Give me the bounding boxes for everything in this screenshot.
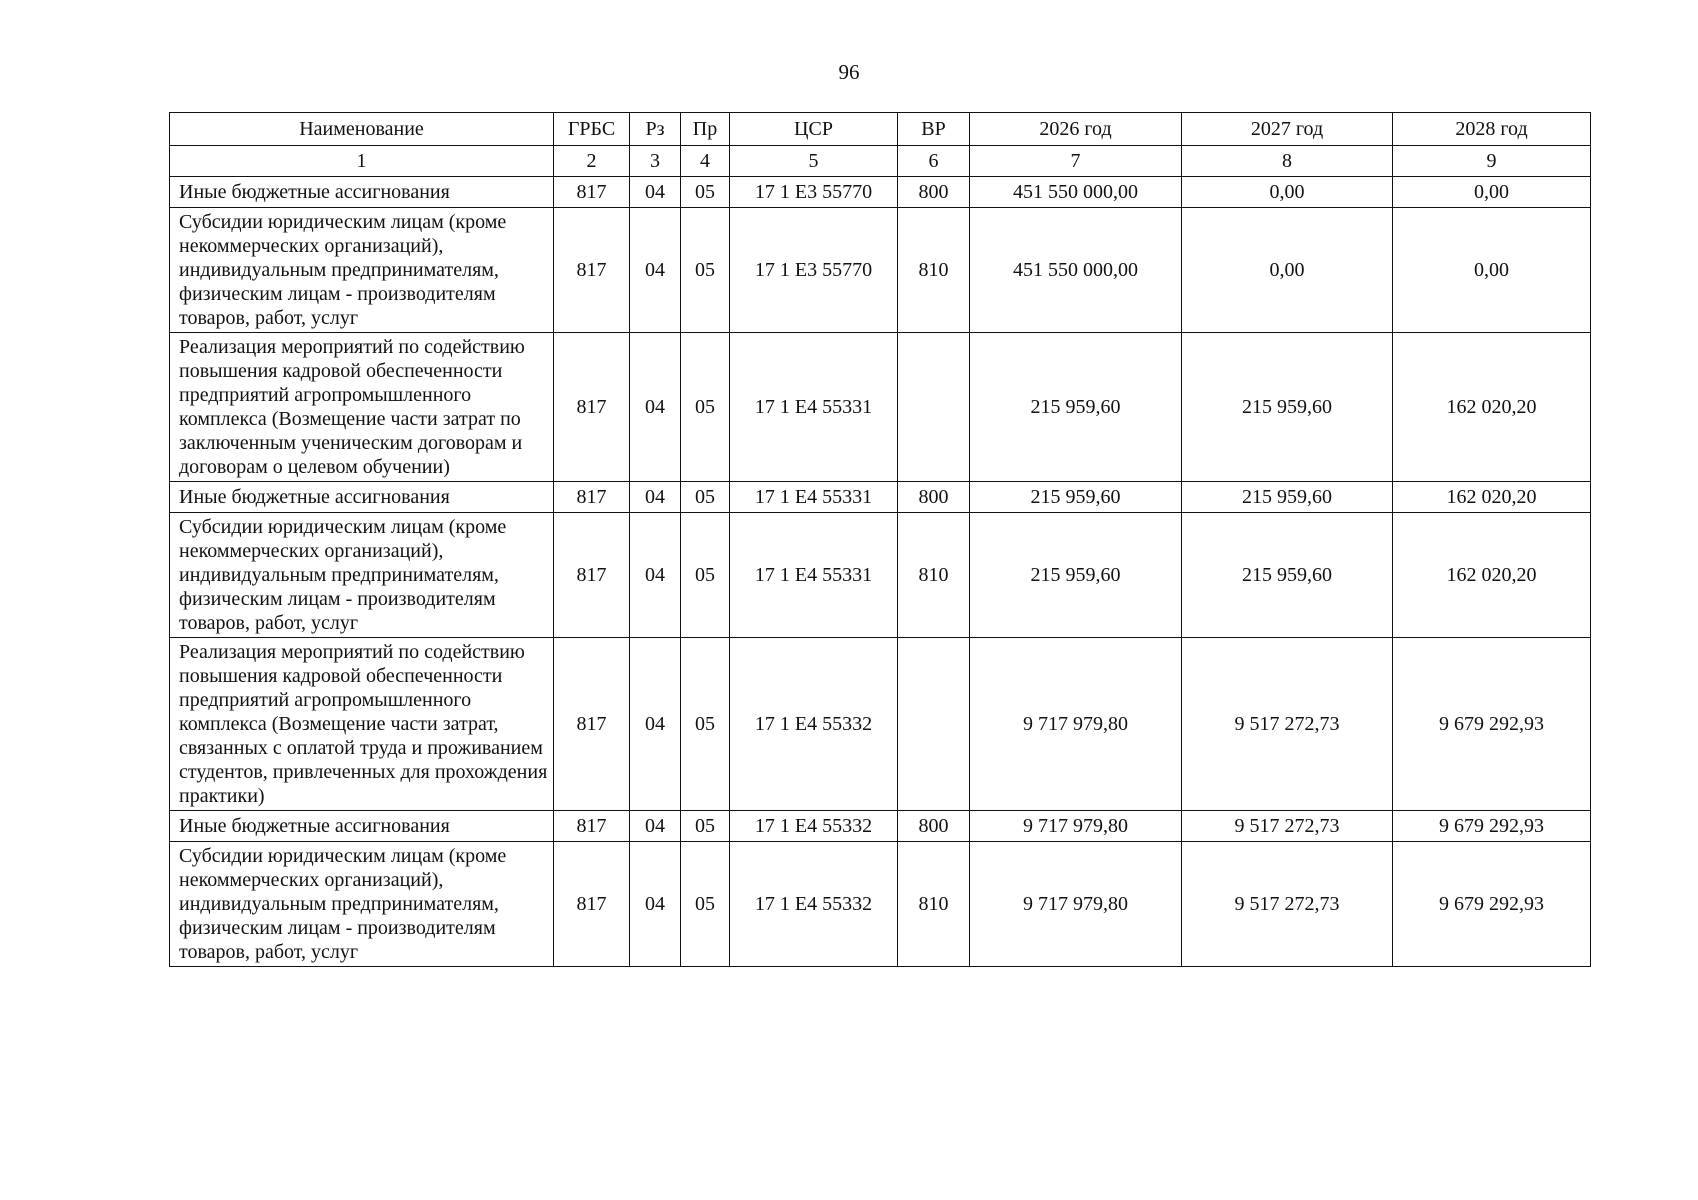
cell-2027: 9 517 272,73	[1182, 638, 1393, 811]
cell-name: Субсидии юридическим лицам (кроме некоммерческих организаций), индивидуальным предпринимателям, физическим лицам - производителям товаров, работ, услуг	[170, 842, 554, 967]
cell-vr: 800	[898, 811, 970, 842]
cell-2027: 0,00	[1182, 177, 1393, 208]
cell-vr	[898, 333, 970, 482]
cell-pr: 05	[681, 333, 730, 482]
header-vr: ВР	[898, 113, 970, 146]
cell-rz: 04	[630, 177, 681, 208]
cell-2026: 215 959,60	[970, 482, 1182, 513]
cell-grbs: 817	[554, 208, 630, 333]
cell-2026: 215 959,60	[970, 513, 1182, 638]
cell-grbs: 817	[554, 482, 630, 513]
cell-vr	[898, 638, 970, 811]
budget-table	[169, 112, 1591, 967]
cell-2028: 9 679 292,93	[1393, 842, 1591, 967]
cell-csr: 17 1 Е3 55770	[730, 208, 898, 333]
header-2027: 2027 год	[1182, 113, 1393, 146]
table-row	[170, 208, 1591, 333]
cell-csr: 17 1 Е3 55770	[730, 177, 898, 208]
column-number: 7	[970, 146, 1182, 177]
cell-csr: 17 1 Е4 55332	[730, 638, 898, 811]
header-grbs: ГРБС	[554, 113, 630, 146]
cell-rz: 04	[630, 333, 681, 482]
cell-grbs: 817	[554, 177, 630, 208]
cell-2028: 162 020,20	[1393, 333, 1591, 482]
cell-pr: 05	[681, 208, 730, 333]
table-row	[170, 811, 1591, 842]
cell-grbs: 817	[554, 333, 630, 482]
header-2028: 2028 год	[1393, 113, 1591, 146]
header-name: Наименование	[170, 113, 554, 146]
column-number: 6	[898, 146, 970, 177]
column-number-row	[170, 146, 1591, 177]
header-pr: Пр	[681, 113, 730, 146]
cell-2028: 0,00	[1393, 177, 1591, 208]
cell-pr: 05	[681, 842, 730, 967]
cell-rz: 04	[630, 482, 681, 513]
cell-csr: 17 1 Е4 55332	[730, 811, 898, 842]
cell-vr: 800	[898, 482, 970, 513]
header-csr: ЦСР	[730, 113, 898, 146]
column-number: 8	[1182, 146, 1393, 177]
cell-rz: 04	[630, 513, 681, 638]
page-number: 96	[838, 60, 860, 84]
table-row	[170, 842, 1591, 967]
cell-name: Иные бюджетные ассигнования	[170, 811, 554, 842]
cell-grbs: 817	[554, 513, 630, 638]
cell-name: Иные бюджетные ассигнования	[170, 482, 554, 513]
column-number: 4	[681, 146, 730, 177]
cell-pr: 05	[681, 482, 730, 513]
cell-rz: 04	[630, 811, 681, 842]
column-number: 1	[170, 146, 554, 177]
column-number: 3	[630, 146, 681, 177]
table-row	[170, 482, 1591, 513]
cell-name: Реализация мероприятий по содействию повышения кадровой обеспеченности предприятий агропромышленного комплекса (Возмещение части затрат, связанных с оплатой труда и проживанием студентов, привлеченных для прохождения практики)	[170, 638, 554, 811]
cell-name: Реализация мероприятий по содействию повышения кадровой обеспеченности предприятий агропромышленного комплекса (Возмещение части затрат по заключенным ученическим договорам и договорам о целевом обучении)	[170, 333, 554, 482]
header-rz: Рз	[630, 113, 681, 146]
table-row	[170, 177, 1591, 208]
table-row	[170, 333, 1591, 482]
cell-2026: 451 550 000,00	[970, 208, 1182, 333]
cell-vr: 810	[898, 513, 970, 638]
header-row	[170, 113, 1591, 146]
cell-2026: 9 717 979,80	[970, 811, 1182, 842]
cell-2028: 9 679 292,93	[1393, 638, 1591, 811]
table-row	[170, 513, 1591, 638]
cell-2027: 215 959,60	[1182, 482, 1393, 513]
cell-pr: 05	[681, 811, 730, 842]
table-row	[170, 638, 1591, 811]
cell-name: Субсидии юридическим лицам (кроме некоммерческих организаций), индивидуальным предпринимателям, физическим лицам - производителям товаров, работ, услуг	[170, 208, 554, 333]
cell-rz: 04	[630, 638, 681, 811]
cell-2028: 162 020,20	[1393, 482, 1591, 513]
cell-2026: 9 717 979,80	[970, 638, 1182, 811]
cell-pr: 05	[681, 177, 730, 208]
cell-pr: 05	[681, 513, 730, 638]
cell-name: Субсидии юридическим лицам (кроме некоммерческих организаций), индивидуальным предпринимателям, физическим лицам - производителям товаров, работ, услуг	[170, 513, 554, 638]
cell-2027: 9 517 272,73	[1182, 811, 1393, 842]
cell-name: Иные бюджетные ассигнования	[170, 177, 554, 208]
cell-2028: 9 679 292,93	[1393, 811, 1591, 842]
cell-2028: 0,00	[1393, 208, 1591, 333]
cell-vr: 800	[898, 177, 970, 208]
column-number: 5	[730, 146, 898, 177]
cell-2027: 215 959,60	[1182, 513, 1393, 638]
column-number: 9	[1393, 146, 1591, 177]
cell-2027: 0,00	[1182, 208, 1393, 333]
cell-grbs: 817	[554, 811, 630, 842]
cell-rz: 04	[630, 208, 681, 333]
cell-pr: 05	[681, 638, 730, 811]
cell-rz: 04	[630, 842, 681, 967]
cell-2027: 215 959,60	[1182, 333, 1393, 482]
cell-grbs: 817	[554, 638, 630, 811]
cell-vr: 810	[898, 842, 970, 967]
cell-2026: 215 959,60	[970, 333, 1182, 482]
cell-2026: 9 717 979,80	[970, 842, 1182, 967]
cell-vr: 810	[898, 208, 970, 333]
cell-csr: 17 1 Е4 55331	[730, 513, 898, 638]
cell-2028: 162 020,20	[1393, 513, 1591, 638]
header-2026: 2026 год	[970, 113, 1182, 146]
cell-2026: 451 550 000,00	[970, 177, 1182, 208]
cell-csr: 17 1 Е4 55332	[730, 842, 898, 967]
cell-grbs: 817	[554, 842, 630, 967]
cell-csr: 17 1 Е4 55331	[730, 333, 898, 482]
column-number: 2	[554, 146, 630, 177]
cell-csr: 17 1 Е4 55331	[730, 482, 898, 513]
cell-2027: 9 517 272,73	[1182, 842, 1393, 967]
